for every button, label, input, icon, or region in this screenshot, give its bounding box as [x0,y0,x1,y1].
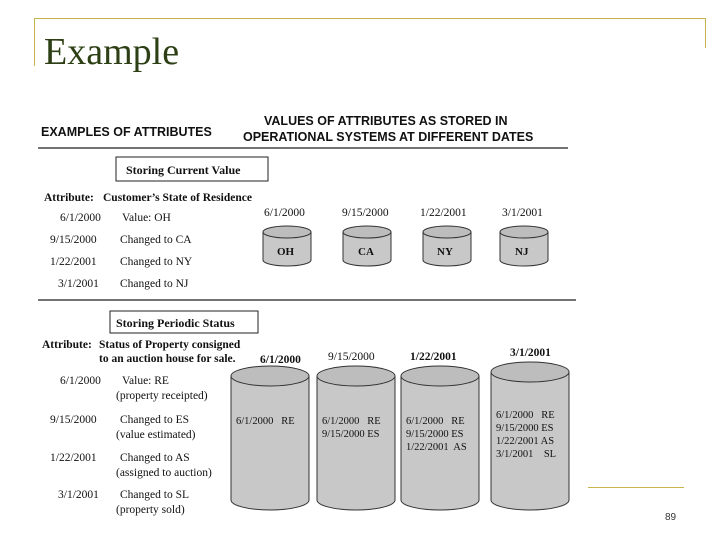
periodic-cylinders [231,347,569,510]
current-row-desc: Changed to NY [120,256,193,268]
header-examples: EXAMPLES OF ATTRIBUTES [41,125,212,139]
current-value-label: Storing Current Value [126,163,241,177]
current-cylinder [263,226,311,266]
periodic-row-date: 3/1/2001 [58,489,99,501]
top-rule [34,18,706,19]
periodic-cylinder-line: 9/15/2000 ES [406,429,464,440]
current-cylinder-date: 6/1/2000 [264,207,305,219]
slide-title: Example [44,31,180,73]
periodic-row-desc: Changed to AS [120,452,190,464]
current-cylinder-value: CA [358,246,374,258]
current-row-date: 6/1/2000 [60,212,101,224]
periodic-row-desc: Changed to ES [120,414,189,426]
periodic-status-label: Storing Periodic Status [116,316,235,330]
periodic-cylinder-line: 6/1/2000 RE [236,416,295,427]
periodic-cylinder-line: 1/22/2001 AS [496,436,555,447]
header-values-line2: OPERATIONAL SYSTEMS AT DIFFERENT DATES [243,130,534,144]
current-cylinder [423,226,471,266]
periodic-rows [50,375,212,516]
current-cylinder-value: OH [277,246,295,258]
periodic-attribute-name-line2: to an auction house for sale. [99,353,236,365]
current-attribute-name: Customer’s State of Residence [103,192,252,204]
left-rule [34,18,35,66]
periodic-cylinder-line: 6/1/2000 RE [496,410,555,421]
attribute-storage-figure [36,104,581,516]
page-number: 89 [665,512,677,523]
periodic-cylinder [491,362,569,510]
periodic-row-note: (property sold) [116,504,185,516]
current-cylinder-value: NY [437,246,453,258]
periodic-cylinder-line: 6/1/2000 RE [406,416,465,427]
periodic-row-note: (property receipted) [116,390,208,402]
current-attribute-label: Attribute: [44,192,94,204]
current-cylinder [500,226,548,266]
periodic-cylinder-date: 1/22/2001 [410,351,457,363]
periodic-cylinder-line: 3/1/2001 SL [496,449,557,460]
periodic-cylinder-date: 9/15/2000 [328,351,375,363]
periodic-cylinder [231,366,309,510]
periodic-cylinder-line: 6/1/2000 RE [322,416,381,427]
periodic-row-date: 6/1/2000 [60,375,101,387]
bottom-rule [588,487,684,488]
periodic-cylinder-date: 6/1/2000 [260,354,301,366]
current-cylinder-date: 9/15/2000 [342,207,389,219]
current-row-date: 1/22/2001 [50,256,97,268]
periodic-row-desc: Changed to SL [120,489,189,501]
periodic-cylinder [401,366,479,510]
right-rule [705,18,706,48]
current-cylinder-date: 3/1/2001 [502,207,543,219]
periodic-cylinder [317,366,395,510]
current-cylinders [263,207,548,266]
current-row-date: 9/15/2000 [50,234,97,246]
current-row-date: 3/1/2001 [58,278,99,290]
periodic-cylinder-line: 9/15/2000 ES [322,429,380,440]
current-cylinder [343,226,391,266]
current-row-desc: Changed to CA [120,234,192,246]
current-row-desc: Value: OH [122,212,171,224]
periodic-row-note: (value estimated) [116,429,196,441]
periodic-attribute-name-line1: Status of Property consigned [99,339,241,351]
current-cylinder-date: 1/22/2001 [420,207,467,219]
periodic-cylinder-line: 1/22/2001 AS [406,442,467,453]
periodic-row-date: 1/22/2001 [50,452,97,464]
periodic-row-date: 9/15/2000 [50,414,97,426]
current-cylinder-value: NJ [515,246,529,258]
periodic-cylinder-date: 3/1/2001 [510,347,551,359]
current-row-desc: Changed to NJ [120,278,189,290]
header-values-line1: VALUES OF ATTRIBUTES AS STORED IN [264,114,508,128]
periodic-row-desc: Value: RE [122,375,169,387]
current-rows [50,212,193,290]
periodic-cylinder-line: 9/15/2000 ES [496,423,554,434]
periodic-attribute-label: Attribute: [42,339,92,351]
periodic-row-note: (assigned to auction) [116,467,212,479]
